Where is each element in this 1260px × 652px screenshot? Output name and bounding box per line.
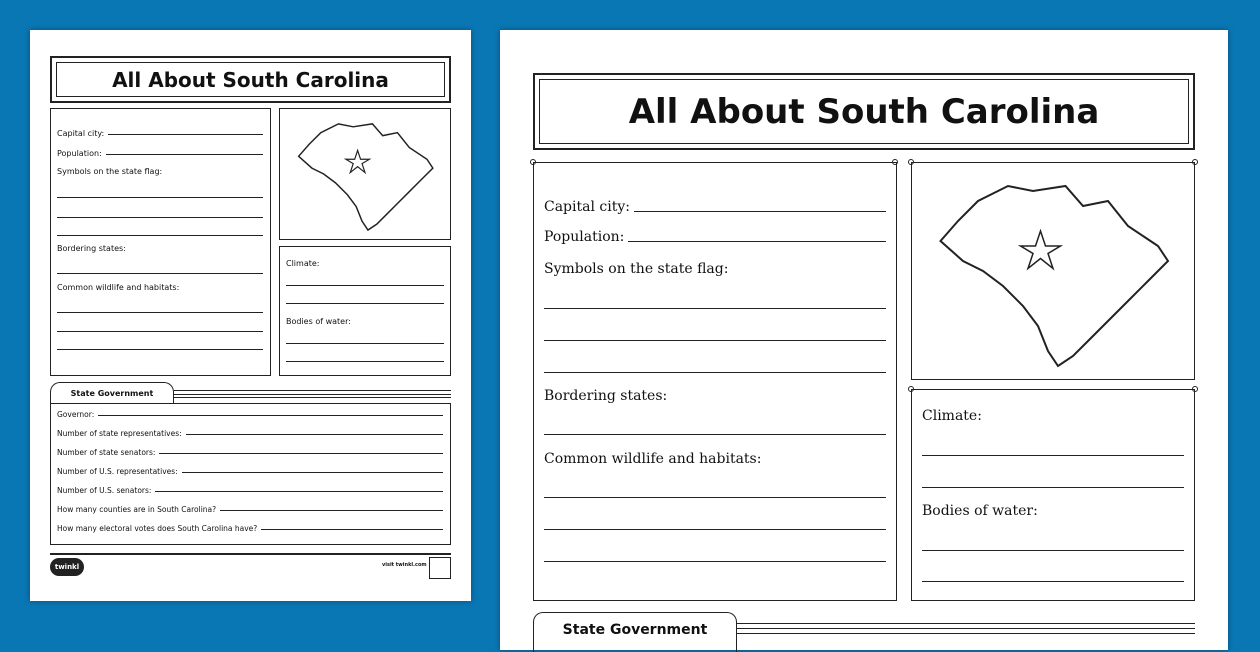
government-field-label: Number of state senators: bbox=[57, 448, 156, 457]
star-icon bbox=[346, 150, 370, 172]
climate-box bbox=[279, 246, 451, 376]
government-field bbox=[57, 486, 443, 495]
map-box-zoomed bbox=[911, 162, 1195, 380]
government-heading: State Government bbox=[562, 622, 708, 638]
wildlife-field bbox=[57, 283, 263, 292]
government-field-label: How many counties are in South Carolina? bbox=[57, 505, 217, 514]
twinkl-logo bbox=[50, 558, 84, 576]
worksheet-page-zoomed bbox=[500, 30, 1228, 650]
government-heading: State Government bbox=[70, 388, 154, 398]
bordering-label: Bordering states: bbox=[57, 244, 126, 253]
capital-label: Capital city: bbox=[57, 129, 105, 138]
government-field bbox=[57, 410, 443, 419]
symbols-field bbox=[544, 261, 886, 277]
government-field bbox=[57, 429, 443, 438]
government-field bbox=[57, 524, 443, 533]
south-carolina-map-icon bbox=[920, 171, 1186, 371]
title-text: All About South Carolina bbox=[628, 91, 1100, 132]
government-field-label: Number of state representatives: bbox=[57, 429, 182, 438]
climate-box-zoomed bbox=[911, 389, 1195, 601]
symbols-field bbox=[57, 167, 263, 176]
government-field bbox=[57, 448, 443, 457]
star-icon bbox=[1021, 231, 1061, 269]
worksheet-page-preview bbox=[30, 30, 471, 601]
government-field bbox=[57, 505, 443, 514]
climate-label: Climate: bbox=[922, 408, 982, 424]
wildlife-label: Common wildlife and habitats: bbox=[544, 451, 762, 467]
info-box bbox=[50, 108, 271, 376]
title-text: All About South Carolina bbox=[112, 67, 389, 92]
wildlife-field bbox=[544, 451, 886, 467]
government-field-label: Number of U.S. senators: bbox=[57, 486, 152, 495]
water-label: Bodies of water: bbox=[922, 503, 1038, 519]
badge-icon bbox=[429, 557, 451, 579]
info-box-zoomed bbox=[533, 162, 897, 601]
bordering-label: Bordering states: bbox=[544, 388, 668, 404]
government-tab-zoomed bbox=[533, 612, 737, 652]
population-label: Population: bbox=[544, 229, 625, 245]
worksheet-title-zoomed bbox=[533, 73, 1195, 150]
worksheet-title bbox=[50, 56, 451, 103]
climate-label: Climate: bbox=[286, 259, 320, 268]
symbols-label: Symbols on the state flag: bbox=[57, 167, 163, 176]
government-tab bbox=[50, 382, 174, 403]
government-field-label: How many electoral votes does South Carolina have? bbox=[57, 524, 258, 533]
bordering-field bbox=[544, 388, 886, 404]
bordering-field bbox=[57, 244, 263, 253]
government-box bbox=[50, 403, 451, 545]
capital-field bbox=[544, 199, 886, 215]
capital-field bbox=[57, 129, 263, 138]
map-box bbox=[279, 108, 451, 240]
footer-url: visit twinkl.com bbox=[382, 562, 427, 568]
population-field bbox=[544, 229, 886, 245]
government-field-label: Number of U.S. representatives: bbox=[57, 467, 178, 476]
government-field-label: Governor: bbox=[57, 410, 95, 419]
logo-text: twinkl bbox=[54, 563, 80, 571]
government-field bbox=[57, 467, 443, 476]
wildlife-label: Common wildlife and habitats: bbox=[57, 283, 180, 292]
symbols-label: Symbols on the state flag: bbox=[544, 261, 729, 277]
population-label: Population: bbox=[57, 149, 102, 158]
capital-label: Capital city: bbox=[544, 199, 630, 215]
population-field bbox=[57, 149, 263, 158]
water-label: Bodies of water: bbox=[286, 317, 351, 326]
south-carolina-map-icon bbox=[286, 115, 444, 233]
